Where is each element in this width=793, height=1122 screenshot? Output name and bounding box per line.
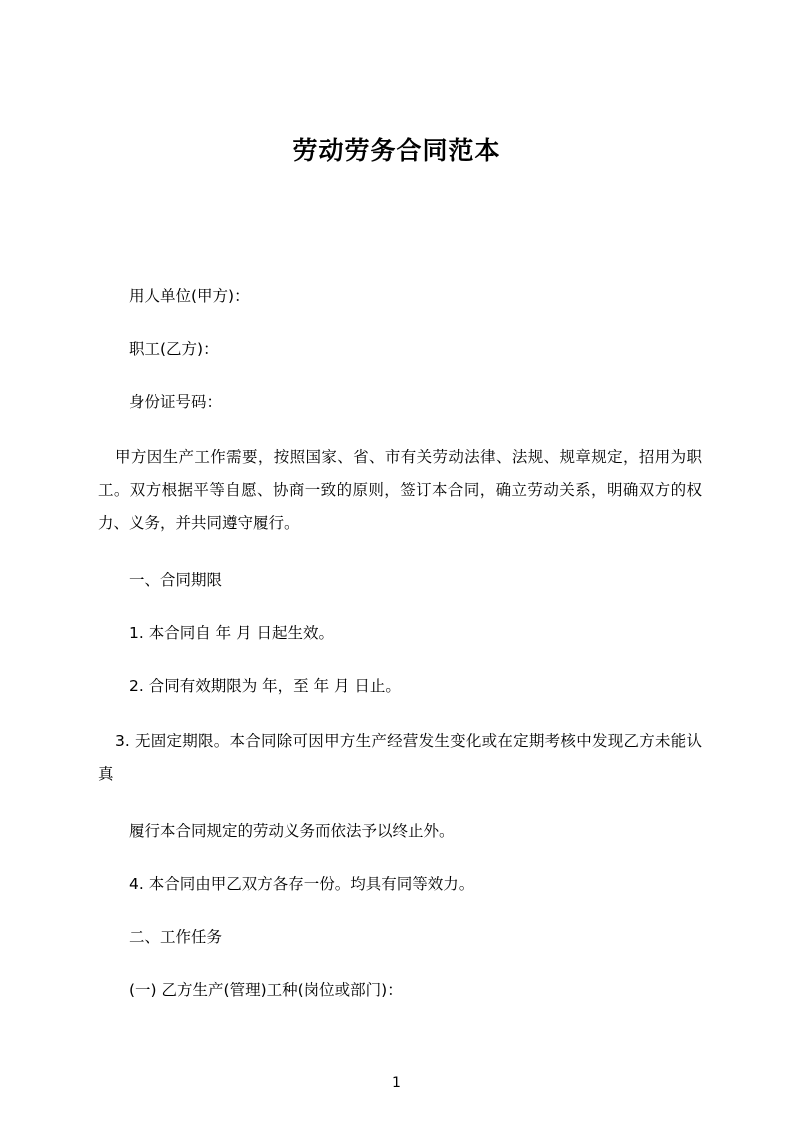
heading-section-two: 二、工作任务 <box>129 928 223 946</box>
paragraph-employer: 用人单位(甲方)： <box>129 287 250 305</box>
page-title: 劳动劳务合同范本 <box>292 136 501 165</box>
clause-1-4: 4. 本合同由甲乙双方各存一份。均具有同等效力。 <box>129 875 475 893</box>
page-number: 1 <box>392 1075 401 1091</box>
clause-2-1: (一) 乙方生产(管理)工种(岗位或部门)： <box>129 981 403 999</box>
paragraph-id-number: 身份证号码： <box>129 393 223 411</box>
clause-1-1: 1. 本合同自 年 月 日起生效。 <box>129 624 334 642</box>
paragraph-employee: 职工(乙方)： <box>129 340 219 358</box>
document-body <box>98 282 702 1029</box>
clause-1-3: 3. 无固定期限。本合同除可因甲方生产经营发生变化或在定期考核中发现乙方未能认真 <box>98 732 702 783</box>
clause-1-2: 2. 合同有效期限为 年，至 年 月 日止。 <box>129 677 401 695</box>
heading-section-one: 一、合同期限 <box>129 571 223 589</box>
clause-1-3-continued: 履行本合同规定的劳动义务而依法予以终止外。 <box>129 822 455 840</box>
paragraph-preamble: 甲方因生产工作需要，按照国家、省、市有关劳动法律、法规、规章规定，招用为职工。双方根据平等自愿、协商一致的原则，签订本合同，确立劳动关系，明确双方的权力、义务，并共同遵守履行。 <box>98 448 702 532</box>
